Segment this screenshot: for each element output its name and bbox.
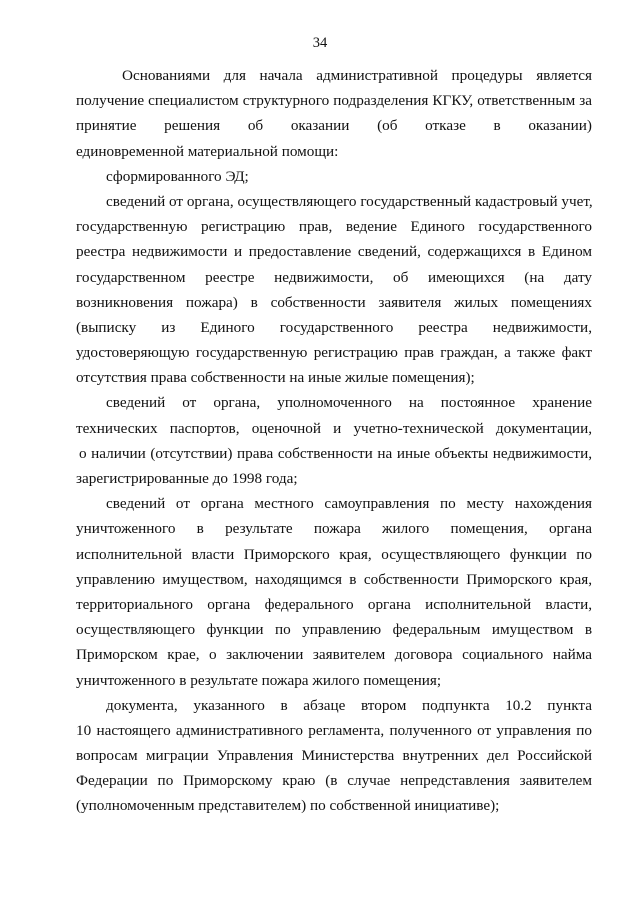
text-line: территориального органа федерального органа исполнительной власти, [76, 595, 592, 613]
text-line: сведений от органа, уполномоченного на постоянное хранение [106, 394, 592, 412]
text-line: осуществляющего функции по управлению федеральным имуществом в [76, 621, 592, 639]
text-line: (уполномоченным представителем) по собственной инициативе); [76, 797, 500, 815]
text-line: сведений от органа местного самоуправления по месту нахождения [106, 495, 592, 513]
text-line: государственном реестре недвижимости, об имеющихся (на дату [76, 268, 592, 286]
text-line: Приморском крае, о заключении заявителем договора социального найма [76, 646, 592, 664]
text-line: сведений от органа, осуществляющего государственный кадастровый учет, [106, 192, 593, 210]
text-line: отсутствия права собственности на иные жилые помещения); [76, 369, 475, 387]
text-line: о наличии (отсутствии) права собственности на иные объекты недвижимости, [79, 444, 592, 462]
text-line: государственную регистрацию прав, ведение Единого государственного [76, 218, 592, 236]
text-line: Основаниями для начала административной процедуры является [122, 67, 592, 84]
text-line: 10 настоящего административного регламента, полученного от управления по [76, 721, 592, 739]
text-line: управлению имуществом, находящимся в собственности Приморского края, [76, 570, 592, 588]
text-line: реестра недвижимости и предоставление сведений, содержащихся в Едином [76, 243, 592, 261]
text-line: единовременной материальной помощи: [76, 142, 339, 160]
text-line: принятие решения об оказании (об отказе в оказании) [76, 117, 592, 135]
text-line: сформированного ЭД; [106, 167, 249, 185]
text-line: технических паспортов, оценочной и учетно-технической документации, [76, 419, 592, 437]
text-line: Федерации по Приморскому краю (в случае непредставления заявителем [76, 772, 592, 790]
text-line: уничтоженного в результате пожара жилого помещения; [76, 671, 442, 689]
text-line: вопросам миграции Управления Министерства внутренних дел Российской [76, 747, 592, 765]
text-line: уничтоженного в результате пожара жилого помещения, органа [76, 520, 592, 538]
text-line: зарегистрированные до 1998 года; [76, 470, 298, 487]
text-line: (выписку из Единого государственного реестра недвижимости, [76, 318, 592, 336]
text-line: удостоверяющую государственную регистрацию прав граждан, а также факт [76, 344, 592, 362]
text-line: получение специалистом структурного подразделения КГКУ, ответственным за [76, 92, 592, 110]
text-line: документа, указанного в абзаце втором подпункта 10.2 пункта [106, 696, 592, 714]
text-line: возникновения пожара) в собственности заявителя жилых помещениях [76, 293, 592, 311]
page-number: 34 [312, 35, 328, 51]
text-line: исполнительной власти Приморского края, осуществляющего функции по [76, 545, 592, 563]
document-body [76, 63, 592, 819]
